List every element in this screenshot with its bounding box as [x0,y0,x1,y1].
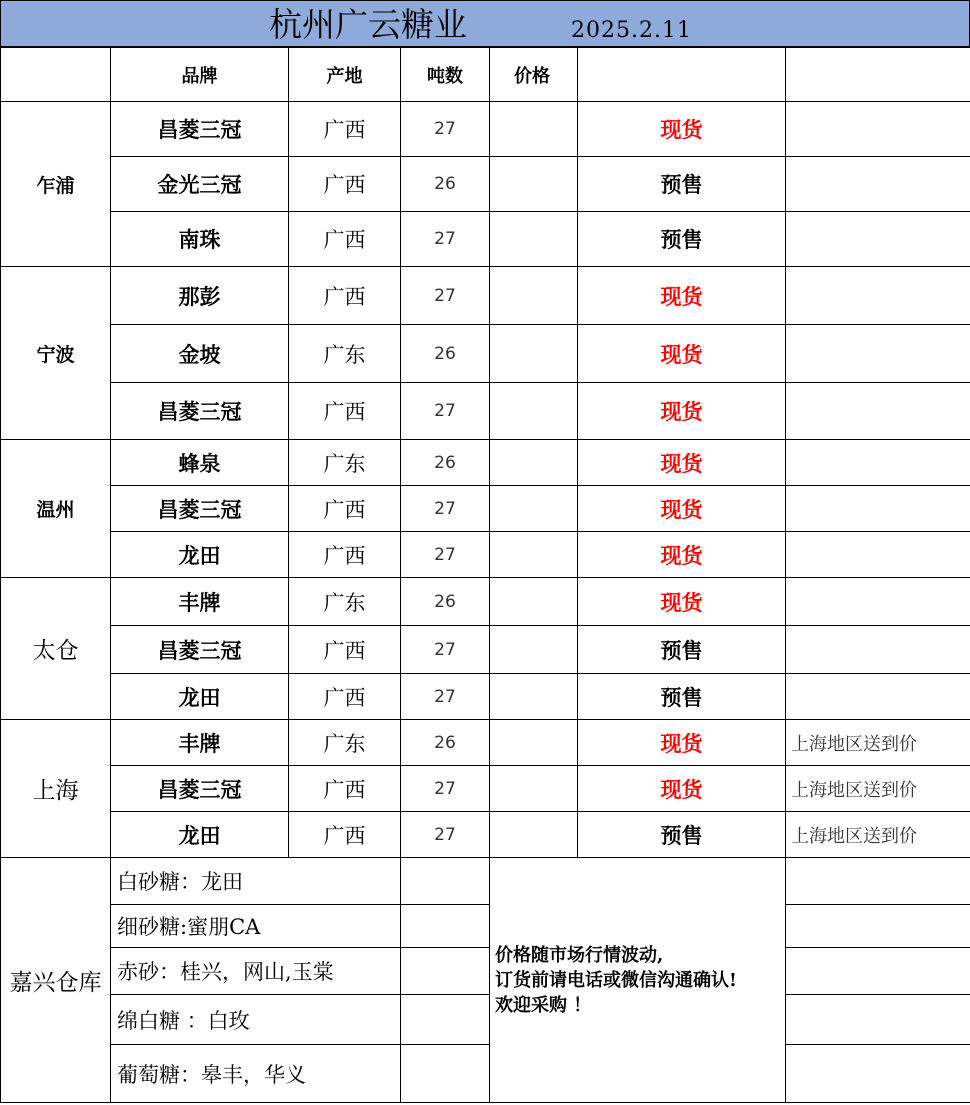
price-cell [490,486,578,532]
tons-cell [401,905,490,948]
header-origin: 产地 [289,48,401,102]
price-cell [490,626,578,674]
origin-cell: 广东 [289,325,401,383]
note-cell [786,1045,970,1103]
origin-cell: 广东 [289,440,401,486]
note-cell [786,325,970,383]
warehouse-cell: 温州 [1,440,111,578]
origin-cell: 广东 [289,578,401,626]
header-warehouse-cell [1,48,111,102]
origin-cell: 广西 [289,486,401,532]
sugar-type-cell: 白砂糖：龙田 [111,858,401,905]
jiaxing-row [1,995,970,1045]
status-cell: 预售 [578,626,786,674]
table-row [1,212,970,267]
status-cell: 预售 [578,212,786,267]
status-cell: 现货 [578,720,786,766]
warehouse-cell: 嘉兴仓库 [1,858,111,1103]
notice-line: 价格随市场行情波动, [495,944,664,966]
price-date: 2025.2.11 [571,18,692,43]
table-row [1,267,970,325]
note-cell [786,102,970,157]
note-cell: 上海地区送到价 [786,812,970,858]
tons-cell: 27 [401,532,490,578]
warehouse-cell: 乍浦 [1,102,111,267]
note-cell: 上海地区送到价 [786,720,970,766]
origin-cell: 广东 [289,720,401,766]
status-cell: 现货 [578,440,786,486]
price-cell [490,212,578,267]
price-cell [490,578,578,626]
tons-cell: 27 [401,486,490,532]
price-cell [490,157,578,212]
tons-cell: 26 [401,578,490,626]
brand-cell: 昌菱三冠 [111,766,289,812]
warehouse-cell: 上海 [1,720,111,858]
company-title: 杭州广云糖业 [269,5,467,44]
notice-line: 欢迎采购 ！ [495,994,592,1016]
tons-cell [401,948,490,995]
jiaxing-row [1,905,970,948]
note-cell [786,948,970,995]
price-cell [490,325,578,383]
price-cell [490,383,578,440]
warehouse-cell: 太仓 [1,578,111,720]
table-row [1,383,970,440]
jiaxing-row [1,858,970,905]
status-cell: 现货 [578,532,786,578]
brand-cell: 龙田 [111,812,289,858]
sugar-type-cell: 细砂糖:蜜朋CA [111,905,401,948]
tons-cell: 26 [401,720,490,766]
note-cell [786,212,970,267]
tons-cell: 27 [401,102,490,157]
tons-cell: 26 [401,325,490,383]
brand-cell: 南珠 [111,212,289,267]
tons-cell: 27 [401,212,490,267]
brand-cell: 昌菱三冠 [111,486,289,532]
header-status-cell [578,48,786,102]
status-cell: 现货 [578,578,786,626]
brand-cell: 龙田 [111,532,289,578]
price-cell [490,267,578,325]
title-bar [0,0,970,47]
table-row [1,626,970,674]
table-row [1,325,970,383]
table-row [1,674,970,720]
brand-cell: 蜂泉 [111,440,289,486]
tons-cell: 27 [401,766,490,812]
tons-cell [401,1045,490,1103]
table-row [1,720,970,766]
status-cell: 预售 [578,812,786,858]
table-row [1,440,970,486]
brand-cell: 昌菱三冠 [111,383,289,440]
note-cell [786,440,970,486]
tons-cell: 27 [401,626,490,674]
tons-cell: 27 [401,812,490,858]
note-cell [786,157,970,212]
origin-cell: 广西 [289,674,401,720]
status-cell: 现货 [578,383,786,440]
note-cell [786,995,970,1045]
price-cell [490,674,578,720]
header-tons: 吨数 [401,48,490,102]
status-cell: 现货 [578,325,786,383]
header-brand: 品牌 [111,48,289,102]
brand-cell: 龙田 [111,674,289,720]
tons-cell: 27 [401,674,490,720]
note-cell [786,486,970,532]
price-cell [490,440,578,486]
origin-cell: 广西 [289,532,401,578]
column-header-row [1,48,970,102]
header-note-cell [786,48,970,102]
jiaxing-row [1,1045,970,1103]
origin-cell: 广西 [289,157,401,212]
price-cell [490,532,578,578]
sugar-type-cell: 绵白糖 ：白玫 [111,995,401,1045]
tons-cell [401,995,490,1045]
price-cell [490,720,578,766]
table-row [1,157,970,212]
status-cell: 现货 [578,267,786,325]
origin-cell: 广西 [289,212,401,267]
note-cell [786,626,970,674]
origin-cell: 广西 [289,766,401,812]
brand-cell: 金坡 [111,325,289,383]
tons-cell [401,858,490,905]
price-cell [490,102,578,157]
table-row [1,486,970,532]
notice-cell [490,858,786,1103]
origin-cell: 广西 [289,626,401,674]
note-cell [786,267,970,325]
brand-cell: 昌菱三冠 [111,626,289,674]
origin-cell: 广西 [289,812,401,858]
table-row [1,102,970,157]
note-cell [786,905,970,948]
jiaxing-row [1,948,970,995]
sugar-type-cell: 赤砂：桂兴，网山,玉棠 [111,948,401,995]
tons-cell: 26 [401,157,490,212]
brand-cell: 昌菱三冠 [111,102,289,157]
note-cell [786,532,970,578]
tons-cell: 26 [401,440,490,486]
price-table [0,47,970,1103]
origin-cell: 广西 [289,102,401,157]
sugar-type-cell: 葡萄糖：皋丰，华义 [111,1045,401,1103]
note-cell [786,674,970,720]
price-cell [490,812,578,858]
tons-cell: 27 [401,383,490,440]
origin-cell: 广西 [289,383,401,440]
note-cell: 上海地区送到价 [786,766,970,812]
status-cell: 预售 [578,674,786,720]
header-price: 价格 [490,48,578,102]
brand-cell: 金光三冠 [111,157,289,212]
note-cell [786,578,970,626]
warehouse-cell: 宁波 [1,267,111,440]
status-cell: 现货 [578,766,786,812]
note-cell [786,383,970,440]
origin-cell: 广西 [289,267,401,325]
table-row [1,578,970,626]
status-cell: 现货 [578,102,786,157]
notice-line: 订货前请电话或微信沟通确认! [495,969,737,991]
table-row [1,812,970,858]
status-cell: 预售 [578,157,786,212]
note-cell [786,858,970,905]
price-cell [490,766,578,812]
table-row [1,766,970,812]
status-cell: 现货 [578,486,786,532]
tons-cell: 27 [401,267,490,325]
brand-cell: 丰牌 [111,578,289,626]
brand-cell: 丰牌 [111,720,289,766]
brand-cell: 那彭 [111,267,289,325]
table-row [1,532,970,578]
